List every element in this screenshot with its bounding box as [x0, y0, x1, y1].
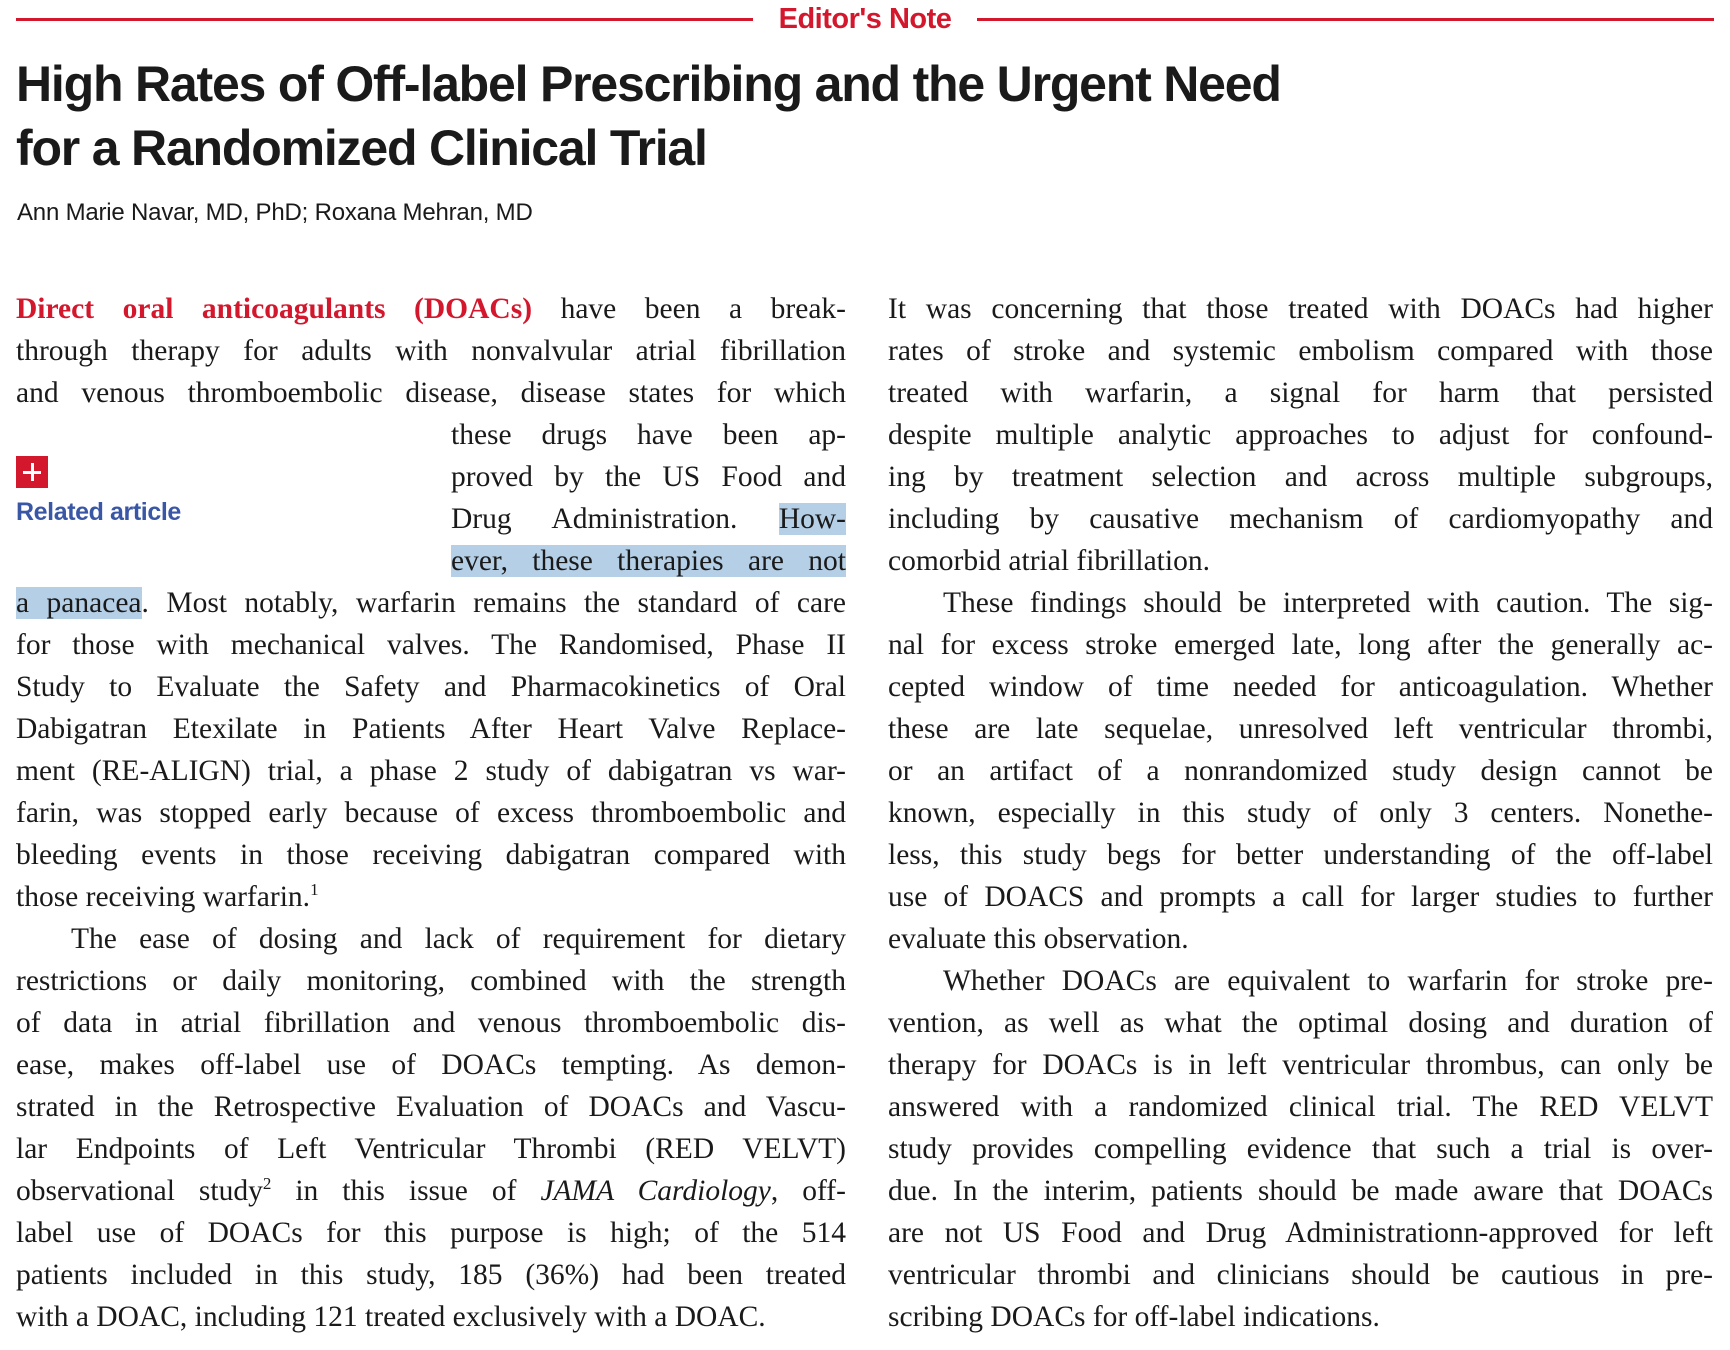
highlighted-text[interactable]: a panacea	[16, 587, 142, 619]
text-line: and venous thromboembolic disease, disease states for which	[16, 377, 846, 409]
text-line: use of DOACS and prompts a call for larger studies to further	[888, 881, 1713, 913]
text-line: study provides compelling evidence that such a trial is over-	[888, 1133, 1713, 1165]
text-line: these drugs have been ap-	[451, 419, 846, 451]
text-line: ventricular thrombi and clinicians should be cautious in pre-	[888, 1259, 1713, 1291]
text-line: despite multiple analytic approaches to adjust for confound-	[888, 419, 1713, 451]
text-line: lar Endpoints of Left Ventricular Thrombi (RED VELVT)	[16, 1133, 846, 1165]
reference-1[interactable]: 1	[310, 880, 319, 899]
left-column	[16, 288, 846, 1338]
text-line: due. In the interim, patients should be made aware that DOACs	[888, 1175, 1713, 1207]
text-line: observational study$^2$ in this issue of JAMA Cardiology, off-	[16, 1174, 846, 1207]
text-line: comorbid atrial fibrillation.	[888, 545, 1210, 577]
highlighted-text[interactable]: ever, these therapies are not	[451, 545, 846, 577]
text-line: are not US Food and Drug Administrationn-approved for left	[888, 1217, 1713, 1249]
journal-name: JAMA Cardiology	[540, 1175, 771, 1207]
paragraph-2	[16, 918, 846, 1338]
text-line: patients included in this study, 185 (36%) had been treated	[16, 1259, 846, 1291]
text-line: scribing DOACs for off-label indications.	[888, 1301, 1380, 1333]
text-line: farin, was stopped early because of excess thromboembolic and	[16, 797, 846, 829]
text-line: rates of stroke and systemic embolism compared with those	[888, 335, 1713, 367]
paragraph-1	[16, 288, 846, 918]
related-article-link[interactable]: Related article	[16, 498, 181, 526]
text-line: vention, as well as what the optimal dosing and duration of	[888, 1007, 1713, 1039]
title-line-2: for a Randomized Clinical Trial	[16, 120, 707, 176]
paragraph-5	[888, 960, 1713, 1338]
paragraph-4	[888, 582, 1713, 960]
text-line: The ease of dosing and lack of requirement for dietary	[71, 923, 846, 955]
text-line: those receiving warfarin.$^1$	[16, 880, 319, 913]
right-column	[888, 288, 1713, 1338]
text-line: These findings should be interpreted with caution. The sig-	[943, 587, 1713, 619]
text-line: proved by the US Food and	[451, 461, 846, 493]
section-banner	[16, 2, 1714, 36]
text-line: nal for excess stroke emerged late, long after the generally ac-	[888, 629, 1713, 661]
text-line: Study to Evaluate the Safety and Pharmacokinetics of Oral	[16, 671, 846, 703]
text-line: label use of DOACs for this purpose is high; of the 514	[16, 1217, 846, 1249]
text-line: strated in the Retrospective Evaluation of DOACs and Vascu-	[16, 1091, 846, 1123]
reference-2[interactable]: 2	[262, 1174, 272, 1193]
text-line: a panacea. Most notably, warfarin remains the standard of care	[16, 587, 846, 619]
text-line: ment (RE-ALIGN) trial, a phase 2 study of dabigatran vs war-	[16, 755, 846, 787]
text-line: with a DOAC, including 121 treated exclusively with a DOAC.	[16, 1301, 766, 1333]
paragraph-3	[888, 288, 1713, 582]
text-line: restrictions or daily monitoring, combined with the strength	[16, 965, 846, 997]
text-line: Drug Administration. How-	[451, 503, 846, 535]
text-line: through therapy for adults with nonvalvular atrial fibrillation	[16, 335, 846, 367]
text-line: of data in atrial fibrillation and venous thromboembolic dis-	[16, 1007, 846, 1039]
text-line: therapy for DOACs is in left ventricular thrombus, can only be	[888, 1049, 1713, 1081]
text-line: or an artifact of a nonrandomized study design cannot be	[888, 755, 1713, 787]
text-line: including by causative mechanism of cardiomyopathy and	[888, 503, 1713, 535]
text-line: bleeding events in those receiving dabigatran compared with	[16, 839, 846, 871]
text-line	[451, 540, 846, 582]
text-line: Direct oral anticoagulants (DOACs) have been a break-	[16, 293, 846, 325]
text-line: treated with warfarin, a signal for harm that persisted	[888, 377, 1713, 409]
lead-in-term: Direct oral anticoagulants (DOACs)	[16, 293, 533, 325]
authors: Ann Marie Navar, MD, PhD; Roxana Mehran, MD	[17, 199, 533, 226]
text-line: Dabigatran Etexilate in Patients After Heart Valve Replace-	[16, 713, 846, 745]
text-line: for those with mechanical valves. The Randomised, Phase II	[16, 629, 846, 661]
text-line: cepted window of time needed for anticoagulation. Whether	[888, 671, 1713, 703]
text-line: less, this study begs for better understanding of the off-label	[888, 839, 1713, 871]
banner-rule-right	[977, 18, 1714, 21]
text-line: these are late sequelae, unresolved left ventricular thrombi,	[888, 713, 1713, 745]
highlighted-text[interactable]: How-	[778, 503, 846, 535]
section-label: Editor's Note	[778, 2, 952, 35]
text-line: ing by treatment selection and across multiple subgroups,	[888, 461, 1713, 493]
title-line-1: High Rates of Off-label Prescribing and the Urgent Need	[16, 56, 1281, 112]
text-line: evaluate this observation.	[888, 923, 1189, 955]
article-title	[16, 52, 1516, 180]
banner-rule-left	[16, 18, 753, 21]
text-line: Whether DOACs are equivalent to warfarin for stroke pre-	[943, 965, 1713, 997]
text-line: It was concerning that those treated with DOACs had higher	[888, 293, 1713, 325]
text-line: ease, makes off-label use of DOACs tempting. As demon-	[16, 1049, 846, 1081]
text-line: known, especially in this study of only 3 centers. Nonethe-	[888, 797, 1713, 829]
text-line: answered with a randomized clinical trial. The RED VELVT	[888, 1091, 1713, 1123]
